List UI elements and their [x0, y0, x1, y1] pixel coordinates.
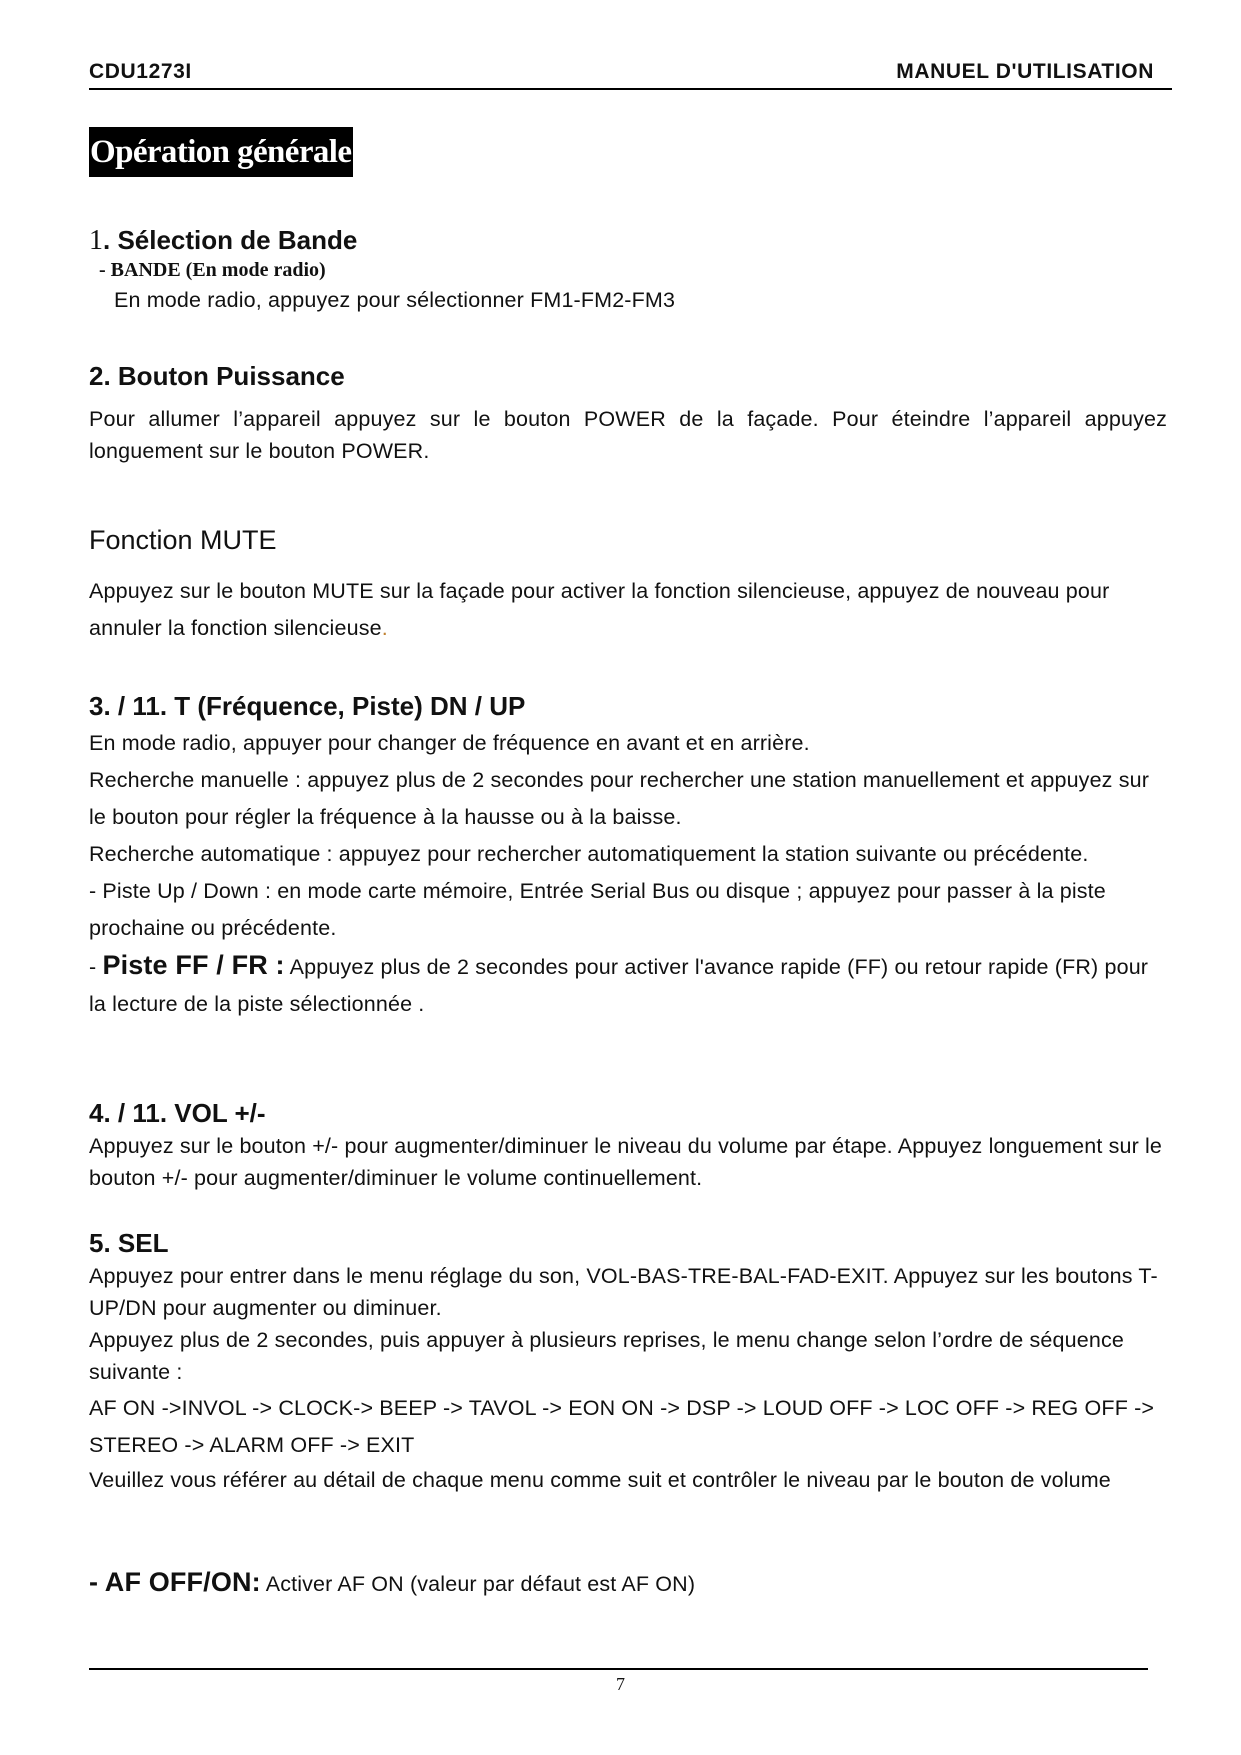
- paragraph: Appuyez sur le bouton +/- pour augmenter/diminuer le niveau du volume par étape. Appuyez longuement sur le bouton +/- pour augmenter/diminuer le volume continuellement.: [89, 1134, 1163, 1190]
- paragraph: Appuyez sur le bouton MUTE sur la façade pour activer la fonction silencieuse, appuyez de nouveau pour annuler la fonction silencieuse.: [89, 579, 1110, 640]
- section-heading: 1. Sélection de Bande: [89, 225, 358, 256]
- section-heading: 3. / 11. T (Fréquence, Piste) DN / UP: [89, 691, 526, 721]
- page-header: [89, 58, 1172, 90]
- section-band-selection: [89, 223, 1167, 316]
- manual-title: MANUEL D'UTILISATION: [896, 60, 1154, 83]
- paragraph: En mode radio, appuyer pour changer de fréquence en avant et en arrière.: [89, 731, 810, 755]
- subheading-band: - BANDE (En mode radio): [99, 259, 326, 281]
- section-mute: [89, 523, 1167, 647]
- section-tuning: [89, 689, 1167, 1023]
- footer-divider: [89, 1668, 1148, 1670]
- paragraph: - Piste Up / Down : en mode carte mémoire, Entrée Serial Bus ou disque ; appuyez pour passer à la piste prochaine ou précédente.: [89, 879, 1106, 940]
- paragraph: Veuillez vous référer au détail de chaque menu comme suit et contrôler le niveau par le bouton de volume: [89, 1468, 1111, 1492]
- model-number: CDU1273I: [89, 60, 192, 83]
- paragraph: Appuyez pour entrer dans le menu réglage du son, VOL-BAS-TRE-BAL-FAD-EXIT. Appuyez sur les boutons T-UP/DN pour augmenter ou diminuer.: [89, 1264, 1158, 1320]
- paragraph: Appuyez plus de 2 secondes, puis appuyer à plusieurs reprises, le menu change selon l’ordre de séquence suivante :: [89, 1328, 1124, 1384]
- section-heading: 4. / 11. VOL +/-: [89, 1098, 266, 1128]
- menu-sequence: AF ON ->INVOL -> CLOCK-> BEEP -> TAVOL -> EON ON -> DSP -> LOUD OFF -> LOC OFF -> REG OFF -> STEREO -> ALARM OFF -> EXIT: [89, 1396, 1155, 1457]
- section-power-button: [89, 359, 1167, 467]
- paragraph: - Piste FF / FR : Appuyez plus de 2 secondes pour activer l'avance rapide (FF) ou retour rapide (FR) pour la lecture de la piste sélectionnée .: [89, 950, 1149, 1016]
- section-heading: Fonction MUTE: [89, 525, 277, 555]
- paragraph: - AF OFF/ON: Activer AF ON (valeur par défaut est AF ON): [89, 1567, 696, 1597]
- section-af: [89, 1564, 1167, 1603]
- paragraph: En mode radio, appuyez pour sélectionner FM1-FM2-FM3: [114, 288, 676, 312]
- paragraph: Recherche manuelle : appuyez plus de 2 secondes pour rechercher une station manuellement et appuyez sur le bouton pour régler la fréquence à la hausse ou à la baisse.: [89, 768, 1150, 829]
- page-number: 7: [616, 1674, 625, 1694]
- section-title: Opération générale: [89, 127, 353, 177]
- section-heading: 5. SEL: [89, 1228, 169, 1258]
- paragraph: Recherche automatique : appuyez pour rechercher automatiquement la station suivante ou précédente.: [89, 842, 1089, 866]
- section-sel: [89, 1226, 1167, 1496]
- section-heading: 2. Bouton Puissance: [89, 361, 345, 391]
- paragraph: Pour allumer l’appareil appuyez sur le bouton POWER de la façade. Pour éteindre l’appareil appuyez longuement sur le bouton POWER.: [89, 407, 1167, 463]
- section-volume: [89, 1096, 1167, 1194]
